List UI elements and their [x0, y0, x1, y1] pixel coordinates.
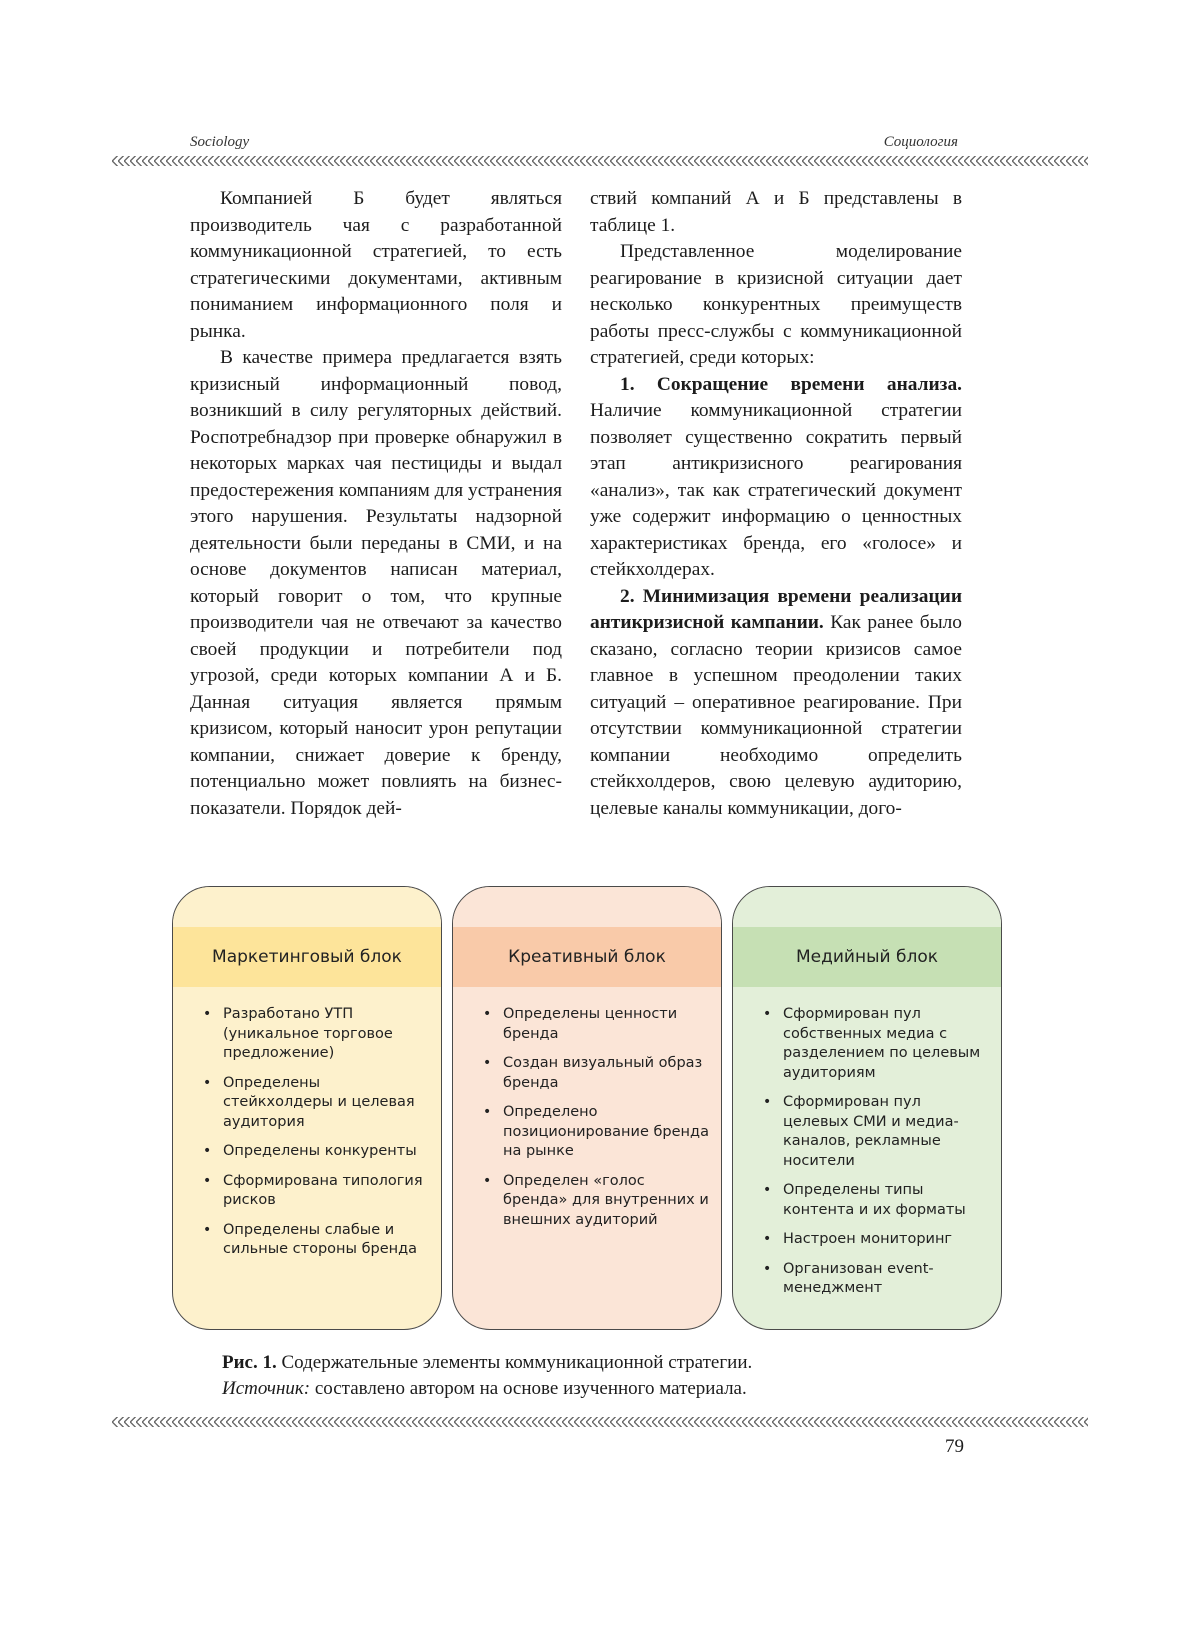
bottom-divider: [112, 1417, 1088, 1427]
list-item: [590, 372, 962, 584]
paragraph: Представленное моделирование реагирование в кризисной ситуации дает несколько конкурентных преимуществ работы пресс-службы с коммуникационной стратегией, среди которых:: [590, 241, 962, 368]
top-divider: [112, 156, 1088, 166]
item-text: Наличие коммуникационной стратегии позволяет существенно сократить первый этап антикризисного реагирования «анализ», так как стратегический документ уже содержит информацию о ценностных характеристиках бренда, его «голосе» и стейкхолдерах.: [590, 400, 962, 580]
block-list: [733, 987, 1001, 1299]
header-left: Sociology: [190, 134, 250, 150]
item-heading: 2. Минимизация времени реализации антикризисной кампании.: [590, 585, 962, 633]
paragraph: ствий компаний А и Б представлены в таблице 1.: [590, 188, 962, 236]
block-list: [173, 987, 441, 1260]
media-block: [732, 886, 1002, 1330]
list-item: • Определены стейкхолдеры и целевая аудитория: [223, 1074, 431, 1133]
block-list: [453, 987, 721, 1230]
running-header: [190, 134, 958, 151]
list-item: • Настроен мониторинг: [783, 1230, 991, 1250]
list-item: • Организован event-менеджмент: [783, 1260, 991, 1299]
source-label: Источник:: [222, 1378, 311, 1399]
paragraph: Компанией Б будет являться производитель чая с разработанной коммуникационной стратегией, то есть стратегическими документами, активным пониманием информационного поля и рынка.: [190, 188, 562, 342]
header-right: Социология: [883, 134, 958, 150]
creative-block: [452, 886, 722, 1330]
list-item: • Разработано УТП (уникальное торговое предложение): [223, 1005, 431, 1064]
page-number: 79: [945, 1436, 964, 1457]
block-title: Маркетинговый блок: [173, 927, 441, 987]
list-item: • Определены ценности бренда: [503, 1005, 711, 1044]
left-column: [190, 186, 562, 822]
list-item: • Сформирована типология рисков: [223, 1172, 431, 1211]
list-item: • Сформирован пул целевых СМИ и медиа-каналов, рекламные носители: [783, 1093, 991, 1171]
list-item: • Определены типы контента и их форматы: [783, 1181, 991, 1220]
block-title: Медийный блок: [733, 927, 1001, 987]
caption-label: Рис. 1.: [222, 1352, 277, 1373]
list-item: [590, 584, 962, 823]
list-item: • Определено позиционирование бренда на рынке: [503, 1103, 711, 1162]
marketing-block: [172, 886, 442, 1330]
list-item: • Создан визуальный образ бренда: [503, 1054, 711, 1093]
item-heading: 1. Сокращение времени анализа.: [620, 373, 962, 395]
source-line: [222, 1376, 982, 1402]
right-column: [590, 186, 962, 822]
list-item: • Определены конкуренты: [223, 1142, 431, 1162]
caption-line: [222, 1350, 982, 1376]
paragraph: В качестве примера предлагается взять кризисный информационный повод, возникший в силу регуляторных действий. Роспотребнадзор при проверке обнаружил в некоторых марках чая пестициды и выдал предостережения компаниям для устранения этого нарушения. Результаты надзорной деятельности были переданы в СМИ, и на основе документов написан материал, который говорит о том, что крупные производители чая не отвечают за качество своей продукции и потребители под угрозой, среди которых компании А и Б. Данная ситуация является прямым кризисом, который наносит урон репутации компании, снижает доверие к бренду, потенциально может повлиять на бизнес-показатели. Порядок дей-: [190, 347, 562, 819]
strategy-diagram: [172, 886, 1002, 1332]
item-text: Как ранее было сказано, согласно теории кризисов самое главное в успешном преодолении таких ситуаций – оперативное реагирование. При отсутствии коммуникационной стратегии компании необходимо определить стейкхолдеров, свою целевую аудиторию, целевые каналы коммуникации, дого-: [590, 612, 963, 819]
source-text: составлено автором на основе изученного материала.: [310, 1378, 747, 1399]
list-item: • Определен «голос бренда» для внутренних и внешних аудиторий: [503, 1172, 711, 1231]
body-columns: [190, 186, 962, 822]
block-title: Креативный блок: [453, 927, 721, 987]
caption-text: Содержательные элементы коммуникационной стратегии.: [276, 1352, 753, 1373]
list-item: • Определены слабые и сильные стороны бренда: [223, 1221, 431, 1260]
figure-caption: [222, 1350, 982, 1402]
list-item: • Сформирован пул собственных медиа с разделением по целевым аудиториям: [783, 1005, 991, 1083]
